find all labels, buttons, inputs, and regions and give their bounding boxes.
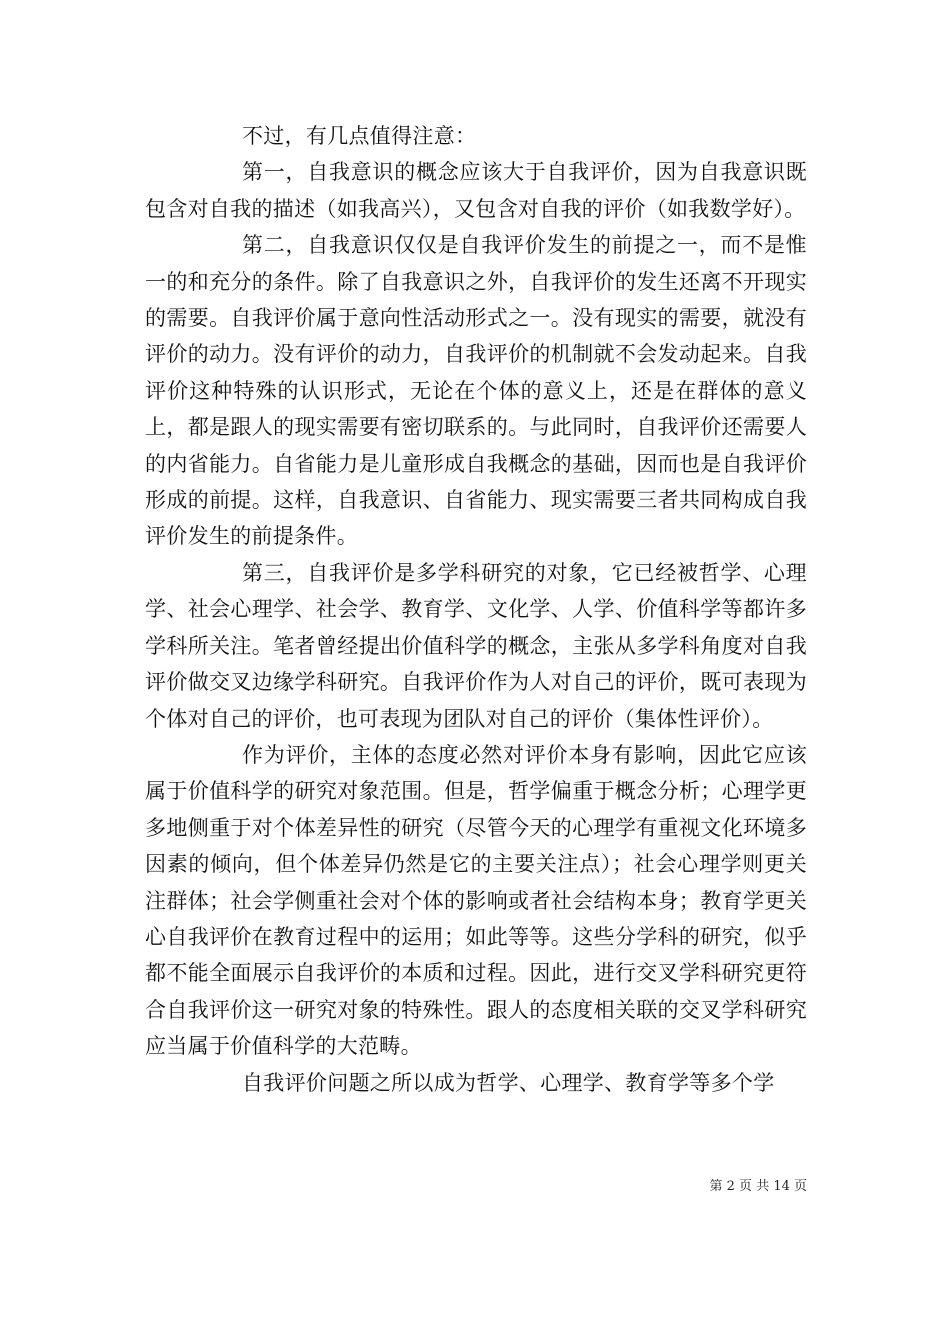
paragraph-point-three: 第三，自我评价是多学科研究的对象，它已经被哲学、心理学、社会心理学、社会学、教育学、文化学、人学、价值科学等都许多学科所关注。笔者曾经提出价值科学的概念，主张从多学科角度对自我评价做交叉边缘学科研究。自我评价作为人对自己的评价，既可表现为个体对自己的评价，也可表现为团队对自己的评价（集体性评价）。: [145, 560, 807, 731]
paragraph-evaluation: 作为评价，主体的态度必然对评价本身有影响，因此它应该属于价值科学的研究对象范围。但是，哲学偏重于概念分析；心理学更多地侧重于对个体差异性的研究（尽管今天的心理学有重视文化环境多因素的倾向，但个体差异仍然是它的主要关注点）；社会心理学则更关注群体；社会学侧重社会对个体的影响或者社会结构本身；教育学更关心自我评价在教育过程中的运用；如此等等。这些分学科的研究，似乎都不能全面展示自我评价的本质和过程。因此，进行交叉学科研究更符合自我评价这一研究对象的特殊性。跟人的态度相关联的交叉学科研究应当属于价值科学的大范畴。: [145, 742, 807, 1059]
paragraph-continued: 自我评价问题之所以成为哲学、心理学、教育学等多个学: [242, 1070, 775, 1095]
body-text: [145, 118, 807, 1101]
paragraph-point-two: 第二，自我意识仅仅是自我评价发生的前提之一，而不是惟一的和充分的条件。除了自我意识之外，自我评价的发生还离不开现实的需要。自我评价属于意向性活动形式之一。没有现实的需要，就没有评价的动力。没有评价的动力，自我评价的机制就不会发动起来。自我评价这种特殊的认识形式，无论在个体的意义上，还是在群体的意义上，都是跟人的现实需要有密切联系的。与此同时，自我评价还需要人的内省能力。自省能力是儿童形成自我概念的基础，因而也是自我评价形成的前提。这样，自我意识、自省能力、现实需要三者共同构成自我评价发生的前提条件。: [145, 233, 807, 549]
page-number-footer: 第 2 页 共 14 页: [709, 1179, 807, 1194]
paragraph-intro: 不过，有几点值得注意：: [242, 124, 477, 148]
paragraph-point-one: 第一，自我意识的概念应该大于自我评价，因为自我意识既包含对自我的描述（如我高兴），又包含对自我的评价（如我数学好）。: [145, 160, 807, 221]
